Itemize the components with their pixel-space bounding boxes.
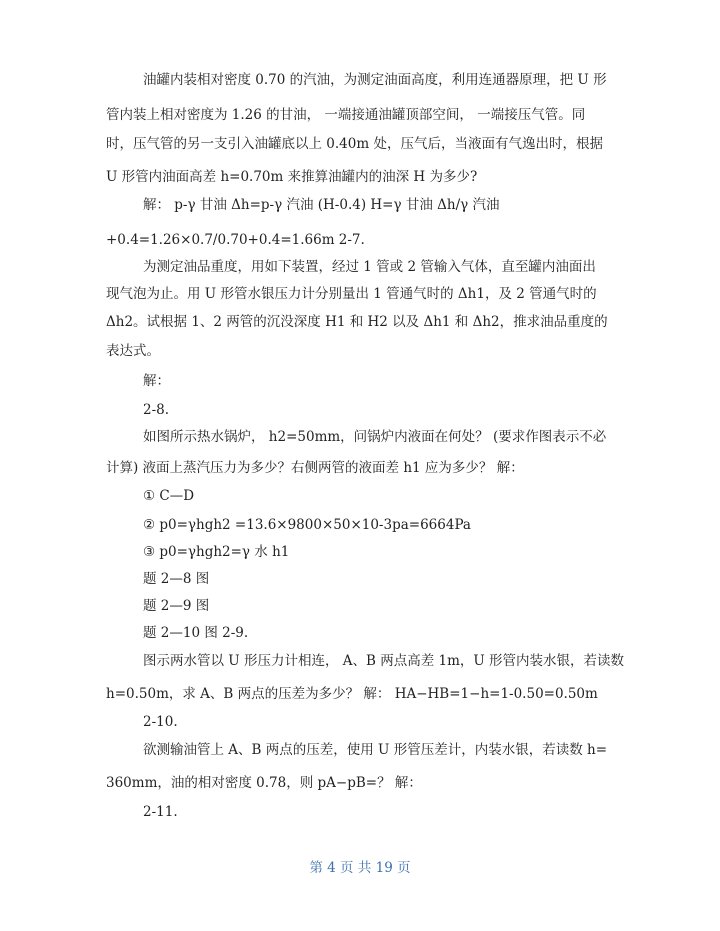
text-line: 图示两水管以 U 形压力计相连， A、B 两点高差 1m，U 形管内装水银，若读数 xyxy=(143,653,625,669)
text-line: h=0.50m，求 A、B 两点的压差为多少？ 解： HA−HB=1−h=1-0.50=0.50m xyxy=(106,686,598,702)
text-line: 如图所示热水锅炉， h2=50mm，问锅炉内液面在何处？ (要求作图表示不必 xyxy=(143,429,607,445)
text-line: Δh2。试根据 1、2 两管的沉没深度 H1 和 H2 以及 Δh1 和 Δh2，推求油品重度的 xyxy=(106,314,608,330)
text-line: ③ p0=γhgh2=γ 水 h1 xyxy=(143,544,290,560)
text-line: 2-11. xyxy=(143,804,178,820)
text-line: 解： xyxy=(143,373,170,389)
text-line: ① C—D xyxy=(143,488,195,504)
text-line: U 形管内油面高差 h=0.70m 来推算油罐内的油深 H 为多少? xyxy=(106,169,478,185)
text-line: 计算) 液面上蒸汽压力为多少？右侧两管的液面差 h1 应为多少？ 解： xyxy=(106,460,524,476)
text-line: 2-10. xyxy=(143,714,178,730)
text-line: ② p0=γhgh2 =13.6×9800×50×10-3pa=6664Pa xyxy=(143,517,471,533)
text-line: 题 2—8 图 xyxy=(143,571,210,587)
text-line: 题 2—9 图 xyxy=(143,598,210,614)
text-line: +0.4=1.26×0.7/0.70+0.4=1.66m 2-7. xyxy=(106,232,365,248)
text-line: 解： p-γ 甘油 Δh=p-γ 汽油 (H-0.4) H=γ 甘油 Δh/γ 汽油 xyxy=(143,197,500,213)
text-line: 现气泡为止。用 U 形管水银压力计分别量出 1 管通气时的 Δh1，及 2 管通气时的 xyxy=(106,286,597,302)
text-line: 时，压气管的另一支引入油罐底以上 0.40m 处，压气后，当液面有气逸出时，根据 xyxy=(106,136,603,152)
text-line: 360mm，油的相对密度 0.78，则 pA−pB=？ 解： xyxy=(106,775,422,791)
page-number-footer: 第 4 页 共 19 页 xyxy=(309,860,411,876)
text-line: 管内装上相对密度为 1.26 的甘油， 一端接通油罐顶部空间， 一端接压气管。同 xyxy=(106,107,586,123)
text-line: 题 2—10 图 2-9. xyxy=(143,625,249,641)
text-line: 为测定油品重度，用如下装置，经过 1 管或 2 管输入气体，直至罐内油面出 xyxy=(143,259,596,275)
text-line: 表达式。 xyxy=(106,343,160,359)
text-line: 2-8. xyxy=(143,402,170,418)
text-line: 欲测输油管上 A、B 两点的压差，使用 U 形管压差计，内装水银，若读数 h= xyxy=(143,742,608,758)
text-line: 油罐内装相对密度 0.70 的汽油，为测定油面高度，利用连通器原理，把 U 形 xyxy=(143,72,607,88)
